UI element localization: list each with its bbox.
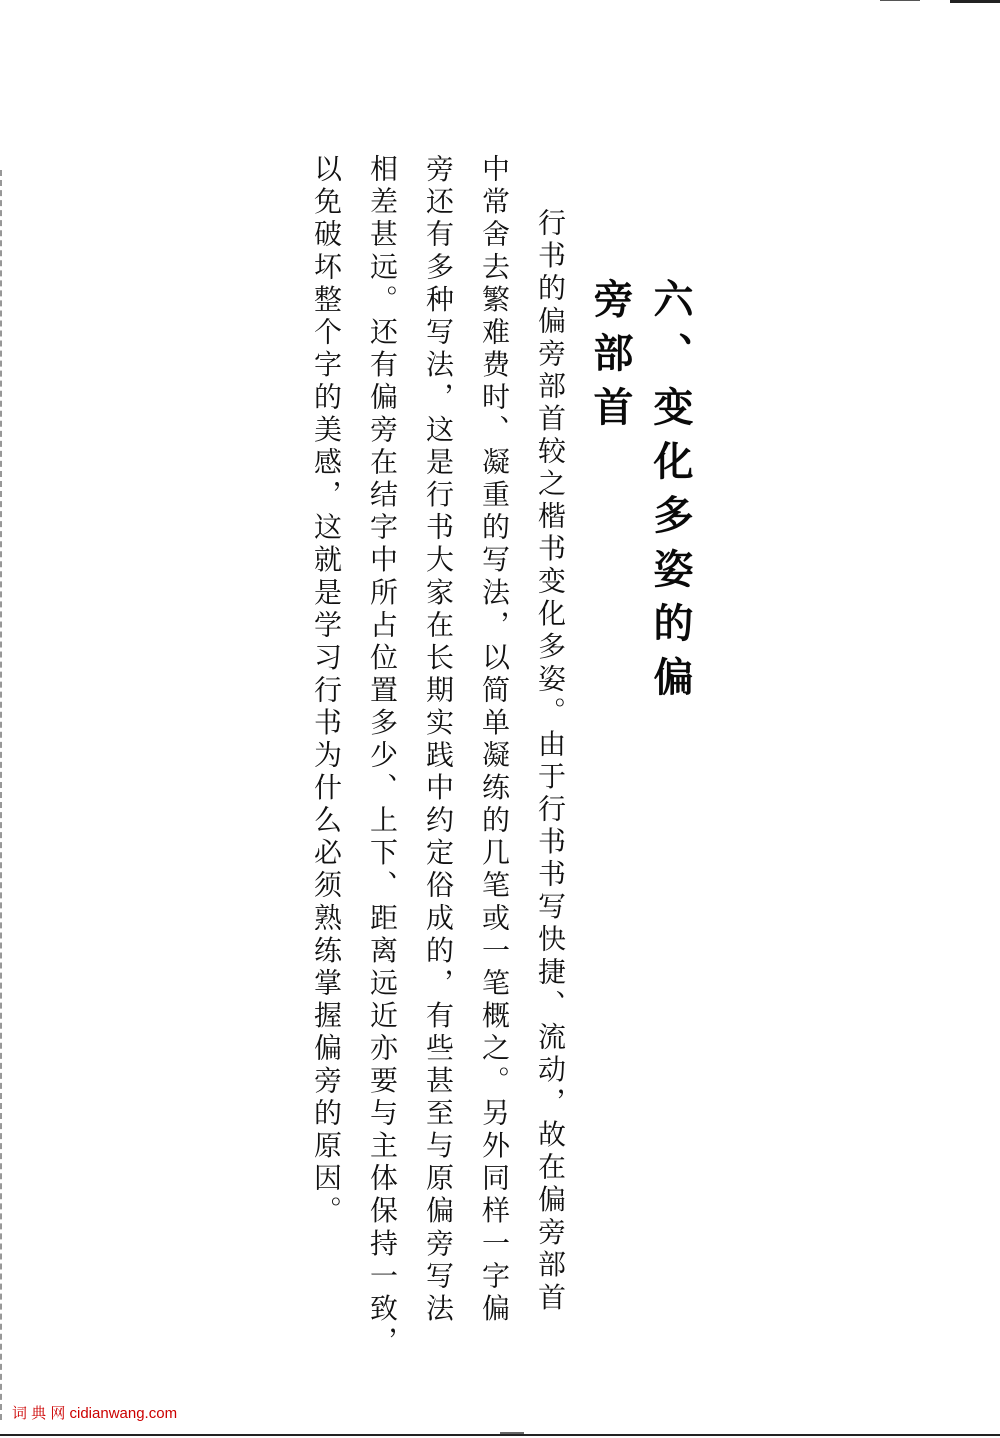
- body-text-column: 行书的偏旁部首较之楷书变化多姿。由于行书书写快捷、流动，故在偏旁部首: [534, 208, 567, 1315]
- scan-corner-mark: [950, 0, 1000, 3]
- scan-edge-artifact: [0, 170, 8, 1420]
- scan-bottom-rule: [0, 1434, 1000, 1436]
- body-text-column: 中常舍去繁难费时、凝重的写法，以简单凝练的几笔或一笔概之。另外同样一字偏: [478, 154, 511, 1326]
- body-text-column: 以免破坏整个字的美感，这就是学习行书为什么必须熟练掌握偏旁的原因。: [310, 154, 343, 1229]
- site-watermark: 词 典 网 cidianwang.com: [12, 1405, 178, 1422]
- body-text-column: 旁还有多种写法，这是行书大家在长期实践中约定俗成的，有些甚至与原偏旁写法: [422, 154, 455, 1326]
- section-heading: 六、变化多姿的偏旁部首: [587, 278, 694, 710]
- body-text-column: 相差甚远。还有偏旁在结字中所占位置多少、上下、距离远近亦要与主体保持一致，: [366, 154, 399, 1359]
- scan-corner-mark: [880, 0, 920, 1]
